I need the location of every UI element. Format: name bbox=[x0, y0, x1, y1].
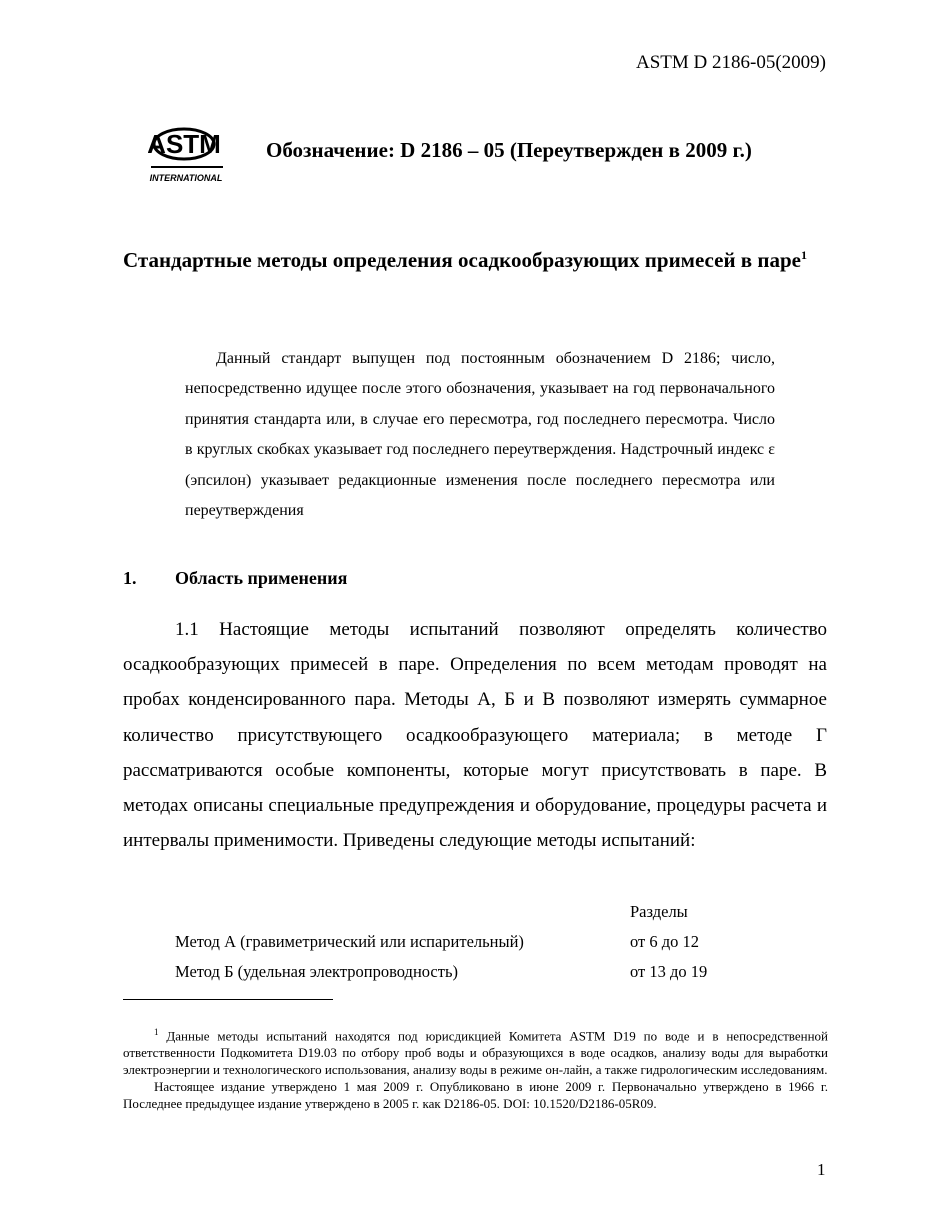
title-footnote-mark: 1 bbox=[801, 248, 807, 262]
footnote-text-2: Настоящее издание утверждено 1 мая 2009 г. Опубликовано в июне 2009 г. Первоначально утверждено в 1966 г. Последнее предыдущее издание утверждено в 2005 г. как D2186-05. DOI: 10.1520/D2186-05R09. bbox=[123, 1079, 828, 1112]
footnote-text-1: Данные методы испытаний находятся под юрисдикцией Комитета ASTM D19 по воде и в непосредственной ответственности Подкомитета D19.03 по отбору проб воды и образующихся в воде осадков, анализу воды для выработки электроэнергии и технологического использования, анализу воды в режиме он-лайн, а также гидрологическим исследованиям. bbox=[123, 1028, 828, 1078]
footnote-divider bbox=[123, 999, 333, 1000]
footnote-mark: 1 bbox=[154, 1027, 159, 1037]
sections-header: Разделы bbox=[630, 902, 688, 921]
document-title bbox=[123, 236, 838, 279]
logo-text: INTERNATIONAL bbox=[149, 173, 223, 183]
section-title: Область применения bbox=[175, 568, 348, 588]
title-text: Стандартные методы определения осадкообразующих примесей в паре bbox=[123, 248, 801, 272]
method-row bbox=[175, 927, 775, 957]
method-label: Метод Б (удельная электропроводность) bbox=[175, 962, 458, 981]
method-sections: от 13 до 19 bbox=[630, 962, 708, 981]
footnote-paragraph-1 bbox=[123, 1024, 828, 1078]
page-number: 1 bbox=[817, 1160, 826, 1179]
designation: Обозначение: D 2186 – 05 (Переутвержден в 2009 г.) bbox=[266, 138, 752, 162]
footnote bbox=[123, 1024, 828, 1112]
section-paragraph bbox=[123, 612, 827, 858]
preface-text: Данный стандарт выпущен под постоянным обозначением D 2186; число, непосредственно идущее после этого обозначения, указывает на год первоначального принятия стандарта или, в случае его пересмотра, год последнего пересмотра. Число в круглых скобках указывает год последнего переутверждения. Надстрочный индекс ε (эпсилон) указывает редакционные изменения после последнего пересмотра или переутверждения bbox=[185, 350, 775, 520]
paragraph-text: 1.1 Настоящие методы испытаний позволяют определять количество осадкообразующих примесей в паре. Определения по всем методам проводят на пробах конденсированного пара. Методы А, Б и В позволяют измерять суммарное количество присутствующего осадкообразующего материала; в методе Г рассматриваются особые компоненты, которые могут присутствовать в паре. В методах описаны специальные предупреждения и оборудование, процедуры расчета и интервалы применимости. Приведены следующие методы испытаний: bbox=[123, 619, 827, 852]
preface-note bbox=[185, 344, 775, 526]
method-row bbox=[175, 957, 775, 987]
svg-text:ASTM: ASTM bbox=[148, 129, 221, 159]
method-sections: от 6 до 12 bbox=[630, 932, 700, 951]
astm-logo bbox=[148, 118, 226, 188]
methods-header-row bbox=[175, 897, 775, 927]
methods-table bbox=[175, 897, 775, 987]
document-id: ASTM D 2186-05(2009) bbox=[636, 52, 826, 73]
method-label: Метод А (гравиметрический или испарительный) bbox=[175, 932, 524, 951]
section-number: 1. bbox=[123, 568, 137, 588]
